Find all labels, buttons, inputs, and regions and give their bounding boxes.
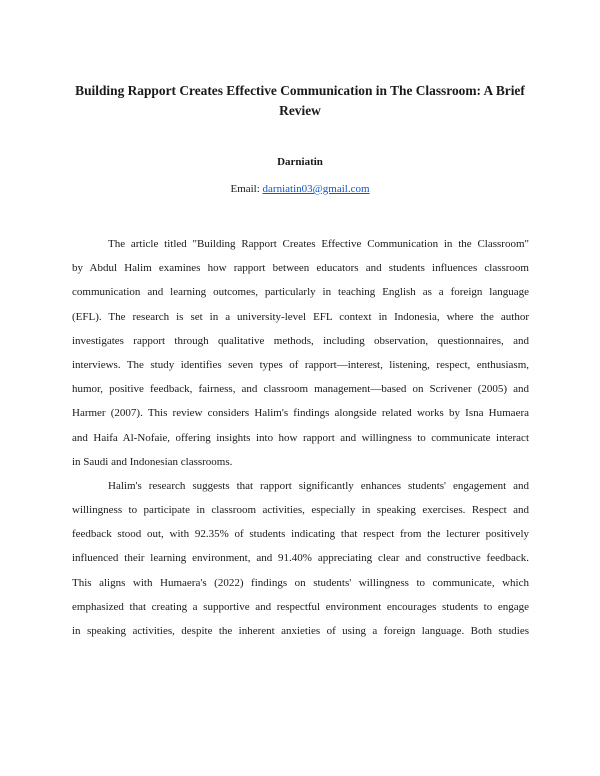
document-title: Building Rapport Creates Effective Communication in The Classroom: A Brief Review (75, 83, 525, 118)
author-name: Darniatin (277, 156, 323, 168)
paragraph-1-line: investigates rapport through qualitative methods, including observation, questionnaires, and (72, 334, 529, 347)
paragraph-2-line: feedback stood out, with 92.35% of students indicating that respect from the lecturer positively (72, 528, 529, 541)
paragraph-1-line: communication and learning outcomes, particularly in teaching English as a foreign language (72, 286, 529, 299)
paragraph-2-line: Halim's research suggests that rapport significantly enhances students' engagement and (108, 479, 529, 492)
paragraph-1-line: and Haifa Al-Nofaie, offering insights into how rapport and willingness to communicate interact (72, 431, 529, 444)
paragraph-1-line: (EFL). The research is set in a university-level EFL context in Indonesia, where the author (72, 310, 529, 323)
paragraph-2-line: willingness to participate in classroom activities, especially in speaking exercises. Respect and (72, 504, 529, 517)
paragraph-1-line: interviews. The study identifies seven types of rapport—interest, listening, respect, enthusiasm, (72, 358, 529, 371)
email-link[interactable]: darniatin03@gmail.com (262, 183, 370, 195)
paragraph-1-line: The article titled "Building Rapport Creates Effective Communication in the Classroom" (108, 238, 529, 250)
paragraph-1-line: humor, positive feedback, fairness, and classroom management—based on Scrivener (2005) and (72, 383, 529, 396)
paragraph-2-line: in speaking activities, despite the inherent anxieties of using a foreign language. Both studies (72, 625, 529, 637)
email-label: Email: (230, 183, 263, 195)
paragraph-1-line: by Abdul Halim examines how rapport between educators and students influences classroom (72, 262, 529, 275)
paragraph-1-line: Harmer (2007). This review considers Halim's findings alongside related works by Isna Humaera (72, 407, 529, 420)
paragraph-2-line: influenced their learning environment, and 91.40% appreciating clear and constructive feedback. (72, 552, 529, 565)
paragraph-2-line: This aligns with Humaera's (2022) findings on students' willingness to communicate, which (72, 576, 529, 589)
document-body (72, 232, 529, 643)
paragraph-1-line: in Saudi and Indonesian classrooms. (72, 455, 233, 468)
author-email (0, 182, 600, 196)
paragraph-2-line: emphasized that creating a supportive and respectful environment encourages students to engage (72, 600, 529, 613)
